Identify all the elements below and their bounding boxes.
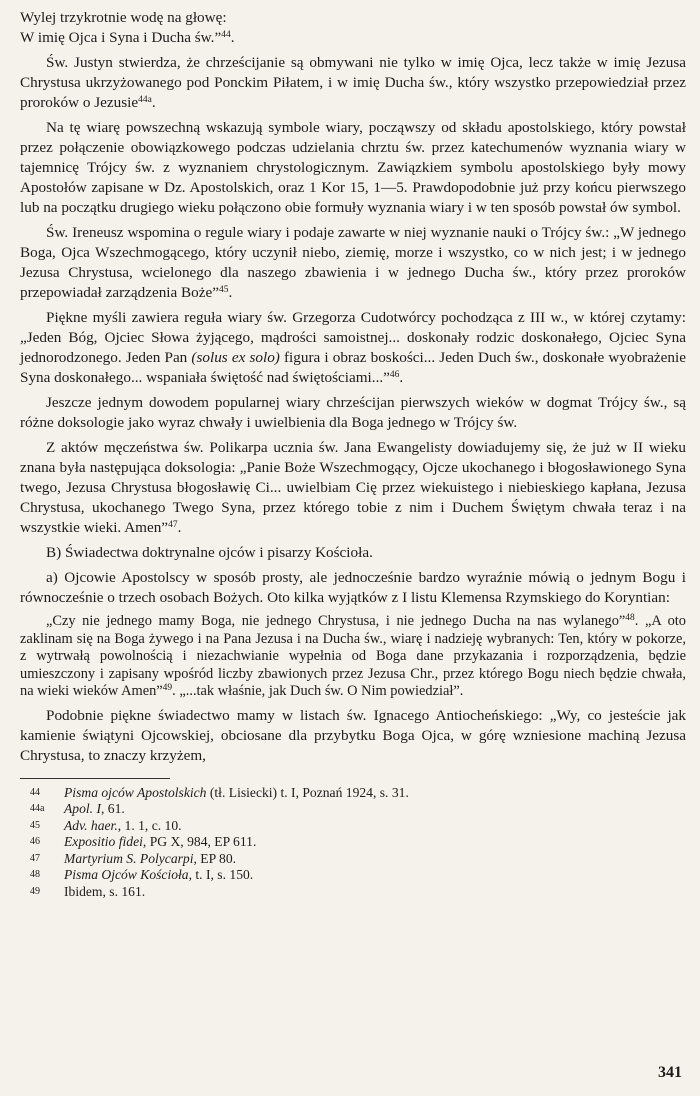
footnote-mark: 47 [30,852,40,864]
paragraph [20,568,686,608]
text-run: , 61. [101,801,125,816]
italic-text: Expositio fidei [64,834,143,849]
italic-text: Martyrium S. Polycarpi [64,850,194,866]
text-run: Z aktów męczeństwa św. Polikarpa ucznia św. Jana Ewangelisty dowiadujemy się, że już w II wieku znana była następująca doksologia: „Panie Boże Wszechmogący, Ojcze ukochanego i błogosławionego Syna twego, Jezusa Chrystusa błogosławię Ci... uwielbiam Cię przez wiekuistego i niebieskiego kapłana, Jezusa Chrystusa, ukochanego Twego Syna, przez którego tobie z nim i Duchem Świętym chwała teraz i na wszystkie wieki. Amen” [20,439,686,536]
text-run: . [177,519,182,536]
footnote [20,884,686,901]
text-run: Jeszcze jednym dowodem popularnej wiary chrześcijan pierwszych wieków w dogmat Trójcy św., są różne doksologie jako wyraz chwały i uwielbienia dla Boga jednego w Trójcy św. [20,394,686,431]
italic-text: Pisma ojców Apostolskich [64,784,207,800]
footnote-ref: 44a [138,95,152,105]
text-run: (tł. Lisiecki) t. I, Poznań 1924, s. 31. [206,784,409,800]
text-run: , EP 80. [193,850,237,866]
footnote-divider [20,778,170,779]
paragraph [20,53,686,113]
paragraph [20,438,686,538]
page-body [20,8,686,900]
footnote-ref: 48 [625,613,635,623]
text-run: , t. I, s. 150. [188,867,254,882]
text-run: Św. Justyn stwierdza, że chrześcijanie są obmywani nie tylko w imię Ojca, lecz także w imię Jezusa Chrystusa ukrzyżowanego pod Ponckim Piłatem, i w imię Ducha św., który wszystko przepowiedział przez proroków o Jezusie [20,54,686,111]
italic-text: (solus ex solo) [191,349,280,366]
text-run: . „...tak właśnie, jak Duch św. O Nim powiedział”. [172,683,464,699]
text-run: figura i obraz boskości... Jeden Duch św., doskonałe wyobrażenie Syna doskonałego... wspaniała świętość nad świętościami...” [20,349,686,386]
footnote-ref: 46 [389,370,400,380]
footnote [20,801,686,818]
paragraph [20,543,686,563]
footnote-ref: 44 [221,30,231,40]
footnotes [20,785,686,901]
text-run: „Czy nie jednego mamy Boga, nie jednego Chrystusa, i nie jednego Ducha na nas wylanego” [46,613,626,629]
paragraph [20,308,686,388]
paragraph [20,223,686,303]
italic-text: Pisma Ojców Kościoła [64,867,189,882]
paragraph [20,8,686,48]
text-run: . [151,94,156,111]
footnote-mark: 48 [30,869,40,880]
footnote [20,785,686,802]
italic-text: Apol. I [64,801,101,816]
page-number: 341 [658,1064,682,1081]
italic-text: Adv. haer. [64,817,118,833]
body-text [20,8,686,766]
footnote [20,818,686,835]
text-run: B) Świadectwa doktrynalne ojców i pisarzy Kościoła. [46,544,373,561]
footnote-ref: 49 [162,683,173,693]
footnote-ref: 47 [168,520,178,530]
text-run: Piękne myśli zawiera reguła wiary św. Grzegorza Cudotwórcy pochodząca z III w., w której czytamy: „Jeden Bóg, Ojciec Słowa żyjącego, mądrości samoistnej... doskonały rodzic doskonałego, Ojciec Syna jednorodzonego. Jeden Pan [20,309,686,366]
footnote [20,851,686,868]
footnote [20,834,686,851]
paragraph [20,706,686,766]
footnote [20,867,686,884]
footnote-mark: 44a [30,803,45,814]
footnote-mark: 49 [30,885,40,897]
footnote-mark: 44 [30,786,40,798]
text-run: Wylej trzykrotnie wodę na głowę: [20,9,227,26]
text-run: . „A oto zaklinam się na Boga żywego i na Pana Jezusa i na Ducha św., wiarę i nadzieję wybranych: Ten, który w pokorze, z wytrwałą powolnością i niezachwianie wypełnia od Boga dane przykazania i rozporządzenia, będzie umieszczony i zapisany wpośród liczby zbawionych przez Jezusa Chr., przez którego Bogu niech będzie chwała, na wieki wieków Amen” [20,613,686,699]
text-run: Św. Ireneusz wspomina o regule wiary i podaje zawarte w niej wyznanie nauki o Trójcy św.: „W jednego Boga, Ojca Wszechmogącego, który uczynił niebo, ziemię, morze i wszystko, co w nich jest; i w jednego Jezusa Chrystusa, wcielonego dla naszego zbawienia i w jednego Ducha św., który przez proroków przepowiadał zarządzenia Boże” [20,224,686,301]
quote-paragraph [20,613,686,701]
footnote-mark: 46 [30,836,40,847]
text-run: Ibidem, s. 161. [64,883,146,899]
text-run: Podobnie piękne świadectwo mamy w listach św. Ignacego Antiocheńskiego: „Wy, co jesteście jak kamienie świątyni Ojcowskiej, obciosane dla przybytku Boga Ojca, w górę wzniesione machiną Jezusa Chrystusa, to znaczy krzyżem, [20,706,686,764]
text-run: a) Ojcowie Apostolscy w sposób prosty, ale jednocześnie bardzo wyraźnie mówią o jednym Bogu i równocześnie o trzech osobach Bożych. Oto kilka wyjątków z I listu Klemensa Rzymskiego do Koryntian: [20,569,686,606]
footnote-ref: 45 [219,285,229,295]
text-run: Na tę wiarę powszechną wskazują symbole wiary, począwszy od składu apostolskiego, który powstał przez połączenie obowiązkowego podczas udzielania chrztu św. przez katechumenów wyznania wiary w tajemnicę Trójcy św. z wyznaniem chrystologicznym. Zawiązkiem symbolu apostolskiego były mowy Apostołów zapisane w Dz. Apostolskich, oraz 1 Kor 15, 1—5. Prawdopodobnie już przy końcu pierwszego lub na początku drugiego wieku połączono obie formuły wyznania wiary i w ten sposób powstał ów symbol. [20,119,686,216]
text-run: , 1. 1, c. 10. [117,817,182,833]
paragraph [20,118,686,218]
text-run: . [228,284,233,301]
text-run: . [230,29,235,46]
footnote-mark: 45 [30,819,40,831]
text-run: W imię Ojca i Syna i Ducha św.” [20,29,222,46]
text-run: . [399,369,404,386]
paragraph [20,393,686,433]
text-run: , PG X, 984, EP 611. [142,834,257,849]
